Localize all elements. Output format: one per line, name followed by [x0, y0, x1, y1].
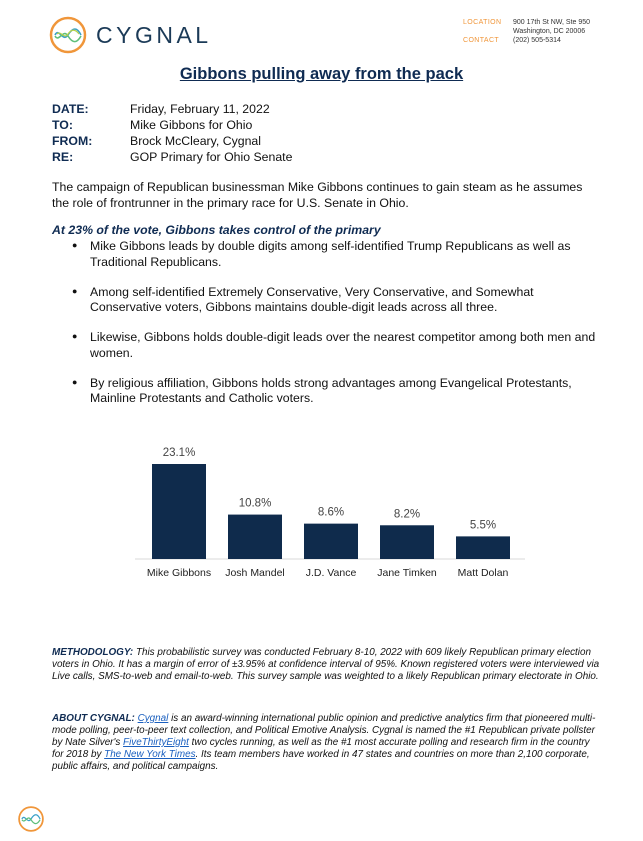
section-subhead: At 23% of the vote, Gibbons takes control of the primary	[52, 223, 381, 237]
nyt-link[interactable]: The New York Times	[104, 749, 196, 760]
about-label: ABOUT CYGNAL:	[52, 713, 135, 724]
bullet-text: Mike Gibbons leads by double digits among self-identified Trump Republicans as well as Traditional Republicans.	[90, 239, 571, 269]
bullet-text: Likewise, Gibbons holds double-digit leads over the nearest competitor among both men and women.	[90, 330, 596, 360]
methodology-text: This probabilistic survey was conducted February 8-10, 2022 with 609 likely Republican primary election voters in Ohio. It has a margin of error of ±3.95% at confidence interval of 95%. Known registered voters were interviewed via Live calls, SMS-to-web and email-to-web. This survey sample was weighted to a likely Republican primary electorate in Ohio.	[52, 647, 600, 682]
bullet-text: Among self-identified Extremely Conservative, Very Conservative, and Somewhat Conservative voters, Gibbons maintains double-digit leads across all three.	[90, 284, 534, 314]
chart-category-label: Jane Timken	[377, 567, 437, 579]
about-text-2: two cycles running, as well as the #1 most accurate polling and research firm in the country for 2018 by	[52, 737, 590, 760]
contact-label: CONTACT	[463, 37, 500, 44]
to-value: Mike Gibbons for Ohio	[130, 118, 253, 132]
bullet-icon: ●	[72, 240, 78, 250]
phone-number: (202) 505-5314	[513, 37, 561, 44]
memo-header	[52, 101, 292, 165]
contact-block	[463, 18, 590, 45]
date-value: Friday, February 11, 2022	[130, 102, 270, 116]
to-label: TO:	[52, 118, 73, 132]
list-item	[72, 285, 597, 316]
bullet-text: By religious affiliation, Gibbons holds strong advantages among Evangelical Protestants, Mainline Protestants and Catholic voters.	[90, 375, 572, 405]
from-value: Brock McCleary, Cygnal	[130, 134, 261, 148]
cygnal-logo	[48, 15, 212, 55]
brand-name: CYGNAL	[96, 21, 212, 48]
chart-value-label: 10.8%	[238, 497, 272, 510]
fivethirtyeight-link[interactable]: FiveThirtyEight	[123, 737, 189, 748]
re-label: RE:	[52, 150, 74, 164]
cygnal-footer-mark-icon	[17, 805, 45, 833]
memo-title: Gibbons pulling away from the pack	[179, 65, 464, 83]
address-line2: Washington, DC 20006	[513, 28, 586, 35]
list-item	[72, 239, 597, 270]
cygnal-link[interactable]: Cygnal	[137, 713, 169, 724]
chart-category-label: Josh Mandel	[225, 567, 285, 579]
methodology-paragraph	[52, 647, 602, 683]
chart-value-label: 8.6%	[317, 506, 345, 519]
chart-category-label: Mike Gibbons	[146, 567, 212, 579]
bullet-icon: ●	[72, 331, 78, 341]
about-text-3: . Its team members have worked in 47 states and countries on more than 2,100 corporate, public affairs, and political campaigns.	[52, 749, 590, 772]
chart-bar	[380, 525, 434, 559]
address-line1: 900 17th St NW, Ste 950	[513, 19, 591, 26]
bullet-icon: ●	[72, 376, 78, 387]
chart-category-label: J.D. Vance	[305, 567, 357, 579]
location-label: LOCATION	[463, 19, 502, 26]
ballot-bar-chart	[130, 435, 530, 585]
chart-bar	[228, 515, 282, 559]
about-paragraph	[52, 713, 602, 773]
list-item	[72, 376, 597, 407]
chart-bar	[456, 536, 510, 559]
chart-category-label: Matt Dolan	[457, 567, 509, 579]
chart-value-label: 23.1%	[162, 447, 196, 459]
intro-paragraph: The campaign of Republican businessman Mike Gibbons continues to gain steam as he assumes the role of frontrunner in the primary race for U.S. Senate in Ohio.	[52, 180, 583, 210]
about-text-1: is an award-winning international public opinion and predictive analytics firm that pioneered multi-mode polling, peer-to-peer text collection, and Political Emotive Analysis. Cygnal is named the #1 Republican private pollster by Nate Silver's	[52, 713, 596, 748]
chart-value-label: 8.2%	[393, 508, 421, 521]
findings-list	[72, 239, 597, 421]
cygnal-logo-mark-icon	[48, 15, 88, 55]
chart-bar	[304, 524, 358, 559]
re-value: GOP Primary for Ohio Senate	[130, 150, 293, 164]
chart-value-label: 5.5%	[469, 519, 497, 532]
methodology-label: METHODOLOGY:	[52, 647, 134, 658]
date-label: DATE:	[52, 102, 89, 116]
bullet-icon: ●	[72, 285, 78, 296]
chart-bar	[152, 464, 206, 559]
from-label: FROM:	[52, 134, 93, 148]
list-item	[72, 330, 597, 361]
